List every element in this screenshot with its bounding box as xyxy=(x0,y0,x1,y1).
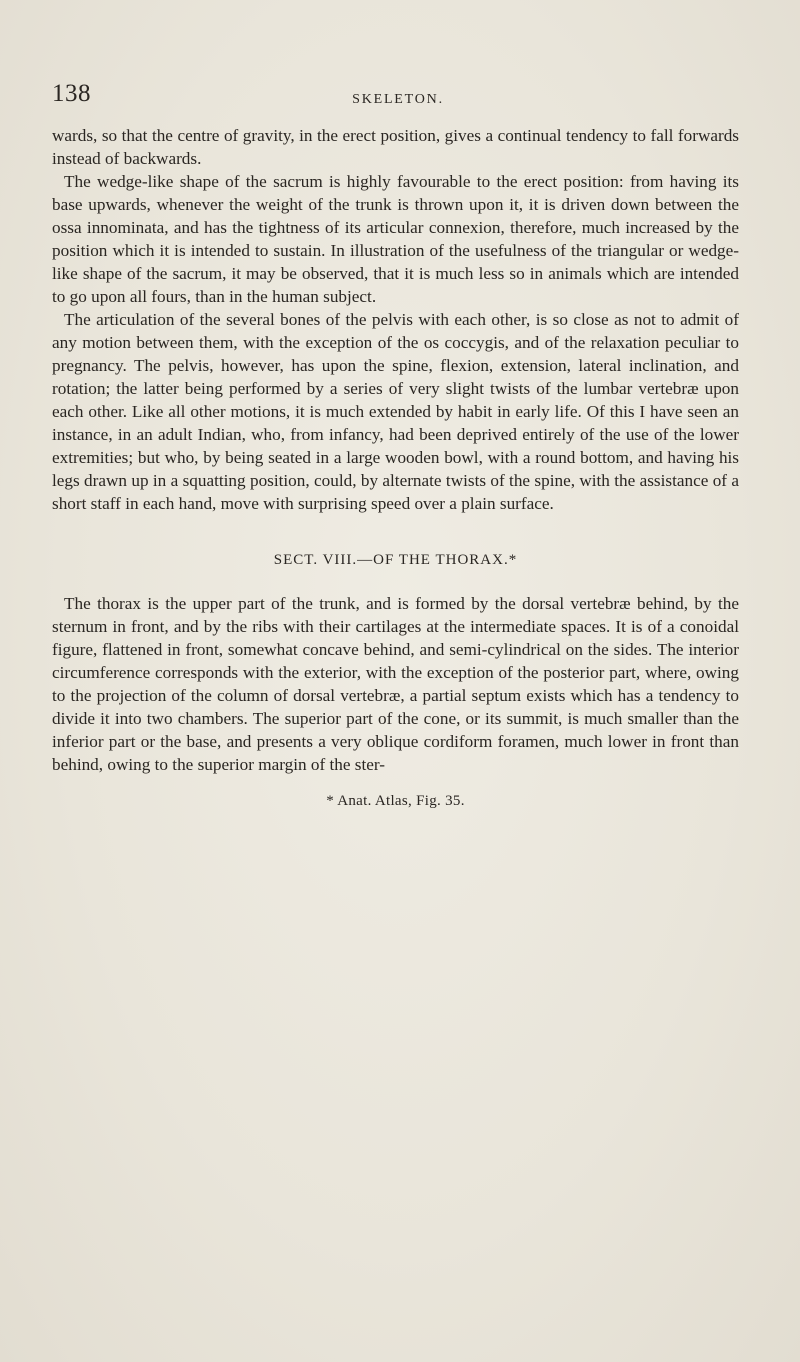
paragraph: The thorax is the upper part of the trunk, and is formed by the dorsal vertebræ behind, by the sternum in front, and by the ribs with their cartilages at the intermediate spaces. It is of a conoidal figure, flattened in front, somewhat concave behind, and semi-cylindrical on the sides. The interior circumference corresponds with the exterior, with the exception of the posterior part, where, owing to the projection of the column of dorsal vertebræ, a partial septum exists which has a tendency to divide it into two chambers. The superior part of the cone, or its summit, is much smaller than the inferior part or the base, and presents a very oblique cordiform foramen, much lower in front than behind, owing to the superior margin of the ster- xyxy=(52,594,739,774)
footnote: * Anat. Atlas, Fig. 35. xyxy=(326,793,465,809)
section-heading: SECT. VIII.—OF THE THORAX.* xyxy=(273,552,518,568)
page-number: 138 xyxy=(52,80,91,107)
page-header xyxy=(52,80,732,110)
paragraph: wards, so that the centre of gravity, in the erect position, gives a continual tendency to fall forwards instead of backwards. xyxy=(52,126,739,168)
running-head: SKELETON. xyxy=(352,92,444,107)
paragraph: The wedge-like shape of the sacrum is highly favourable to the erect position: from having its base upwards, whenever the weight of the trunk is thrown upon it, it is driven down between the ossa innominata, and has the tightness of its articular connexion, therefore, much increased by the position which it is intended to sustain. In illustration of the usefulness of the triangular or wedge-like shape of the sacrum, it may be observed, that it is much less so in animals which are intended to go upon all fours, than in the human subject. xyxy=(52,172,739,306)
body-text xyxy=(52,124,739,813)
paragraph: The articulation of the several bones of the pelvis with each other, is so close as not to admit of any motion between them, with the exception of the os coccygis, and of the relaxation peculiar to pregnancy. The pelvis, however, has upon the spine, flexion, extension, lateral inclination, and rotation; the latter being performed by a series of very slight twists of the lumbar vertebræ upon each other. Like all other motions, it is much extended by habit in early life. Of this I have seen an instance, in an adult Indian, who, from infancy, had been deprived entirely of the use of the lower extremities; but who, by being seated in a large wooden bowl, with a round bottom, and having his legs drawn up in a squatting position, could, by alternate twists of the spine, with the assistance of a short staff in each hand, move with surprising speed over a plain surface. xyxy=(52,310,739,513)
